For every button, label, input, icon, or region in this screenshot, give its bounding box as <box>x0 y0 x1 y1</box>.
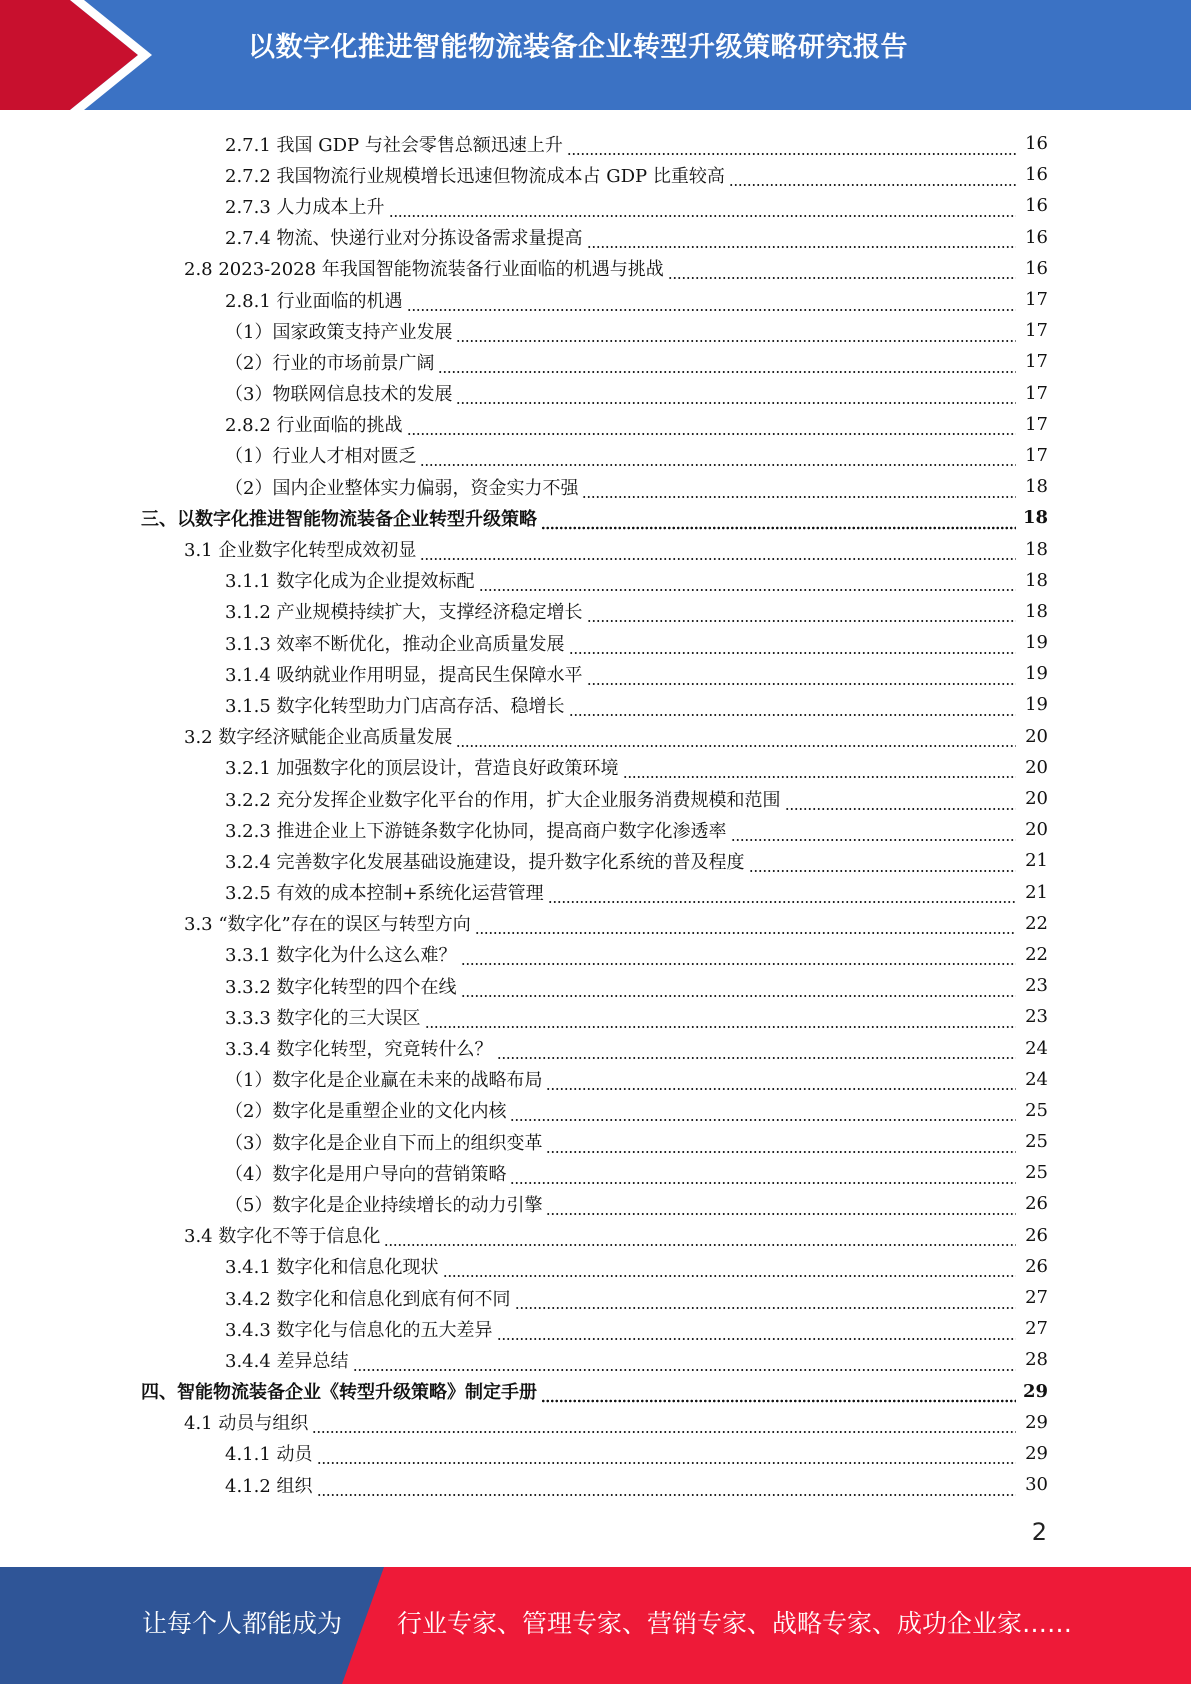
toc-entry-page: 27 <box>1025 1287 1048 1309</box>
toc-dot-leader <box>510 1167 1016 1185</box>
toc-entry-page: 27 <box>1025 1318 1048 1340</box>
toc-entry-page: 30 <box>1025 1474 1048 1496</box>
toc-entry[interactable] <box>0 284 1191 315</box>
toc-dot-leader <box>317 1447 1016 1465</box>
toc-entry-title: 3.3.1 数字化为什么这么难？ <box>225 941 461 967</box>
toc-entry[interactable] <box>0 1220 1191 1251</box>
toc-entry-title: 3.1.2 产业规模持续扩大，支撑经济稳定增长 <box>225 598 587 624</box>
toc-entry[interactable] <box>0 190 1191 221</box>
toc-entry-title: 四、智能物流装备企业《转型升级策略》制定手册 <box>141 1378 541 1404</box>
toc-entry-page: 16 <box>1025 195 1048 217</box>
toc-entry-page: 17 <box>1025 320 1048 342</box>
report-title: 以数字化推进智能物流装备企业转型升级策略研究报告 <box>248 32 908 63</box>
toc-entry-title: 4.1.2 组织 <box>225 1472 317 1498</box>
toc-entry-page: 18 <box>1025 569 1048 591</box>
toc-entry[interactable] <box>0 409 1191 440</box>
toc-entry-page: 29 <box>1025 1442 1048 1464</box>
toc-dot-leader <box>420 543 1016 561</box>
toc-dot-leader <box>569 699 1016 717</box>
toc-entry-page: 28 <box>1025 1349 1048 1371</box>
toc-entry-page: 18 <box>1025 600 1048 622</box>
toc-entry[interactable] <box>0 1282 1191 1313</box>
toc-entry[interactable] <box>0 253 1191 284</box>
toc-dot-leader <box>384 1229 1016 1247</box>
toc-dot-leader <box>456 387 1016 405</box>
toc-entry-title: 3.2 数字经济赋能企业高质量发展 <box>184 723 456 749</box>
toc-entry-page: 22 <box>1025 943 1048 965</box>
toc-dot-leader <box>353 1354 1016 1372</box>
toc-entry-title: （5）数字化是企业持续增长的动力引擎 <box>225 1191 546 1217</box>
toc-entry[interactable] <box>0 222 1191 253</box>
toc-dot-leader <box>587 231 1016 249</box>
toc-entry-page: 19 <box>1025 632 1048 654</box>
toc-entry-title: 三、以数字化推进智能物流装备企业转型升级策略 <box>141 505 541 531</box>
toc-entry-page: 24 <box>1025 1068 1048 1090</box>
toc-entry[interactable] <box>0 814 1191 845</box>
header-chevron-decoration <box>0 0 160 110</box>
toc-entry-page: 19 <box>1025 663 1048 685</box>
toc-entry-title: 4.1 动员与组织 <box>184 1409 312 1435</box>
toc-entry-title: （4）数字化是用户导向的营销策略 <box>225 1160 510 1186</box>
toc-entry-page: 17 <box>1025 413 1048 435</box>
toc-entry[interactable] <box>0 1376 1191 1407</box>
toc-entry-page: 25 <box>1025 1162 1048 1184</box>
toc-entry[interactable] <box>0 1313 1191 1344</box>
toc-dot-leader <box>389 200 1016 218</box>
toc-entry-title: （1）行业人才相对匮乏 <box>225 442 420 468</box>
toc-dot-leader <box>587 668 1016 686</box>
toc-entry-title: 3.1.5 数字化转型助力门店高存活、稳增长 <box>225 692 569 718</box>
toc-entry-title: 2.7.4 物流、快递行业对分拣设备需求量提高 <box>225 224 587 250</box>
toc-entry-title: 3.3.2 数字化转型的四个在线 <box>225 973 461 999</box>
toc-entry[interactable] <box>0 970 1191 1001</box>
toc-entry-page: 26 <box>1025 1193 1048 1215</box>
toc-entry[interactable] <box>0 440 1191 471</box>
toc-dot-leader <box>515 1292 1016 1310</box>
toc-entry-page: 24 <box>1025 1037 1048 1059</box>
toc-entry-title: 3.2.1 加强数字化的顶层设计，营造良好政策环境 <box>225 754 623 780</box>
toc-dot-leader <box>443 1260 1016 1278</box>
toc-entry-title: 2.7.2 我国物流行业规模增长迅速但物流成本占 GDP 比重较高 <box>225 162 729 188</box>
toc-entry-title: 3.1.4 吸纳就业作用明显，提高民生保障水平 <box>225 661 587 687</box>
toc-dot-leader <box>479 574 1016 592</box>
toc-entry[interactable] <box>0 877 1191 908</box>
toc-dot-leader <box>407 418 1016 436</box>
toc-entry-page: 16 <box>1025 226 1048 248</box>
toc-entry[interactable] <box>0 533 1191 564</box>
toc-entry-title: （1）国家政策支持产业发展 <box>225 318 456 344</box>
toc-dot-leader <box>407 294 1016 312</box>
toc-entry-title: （3）数字化是企业自下而上的组织变革 <box>225 1129 546 1155</box>
toc-entry-page: 29 <box>1022 1380 1048 1402</box>
toc-entry-page: 18 <box>1022 507 1048 529</box>
table-of-contents <box>0 128 1191 1500</box>
toc-entry-title: 2.8.1 行业面临的机遇 <box>225 287 407 313</box>
toc-dot-leader <box>785 793 1016 811</box>
toc-entry-title: 3.4 数字化不等于信息化 <box>184 1222 384 1248</box>
toc-entry-page: 17 <box>1025 289 1048 311</box>
toc-dot-leader <box>497 1042 1016 1060</box>
toc-entry[interactable] <box>0 1064 1191 1095</box>
toc-entry-title: 3.1 企业数字化转型成效初显 <box>184 536 420 562</box>
toc-entry-page: 20 <box>1025 788 1048 810</box>
toc-entry[interactable] <box>0 315 1191 346</box>
toc-dot-leader <box>546 1198 1016 1216</box>
toc-dot-leader <box>548 886 1016 904</box>
toc-entry-title: 3.3.3 数字化的三大误区 <box>225 1004 425 1030</box>
toc-entry[interactable] <box>0 1032 1191 1063</box>
footer-slogan-lead: 让每个人都能成为 <box>142 1609 343 1638</box>
toc-dot-leader <box>456 730 1016 748</box>
toc-entry-title: 3.2.2 充分发挥企业数字化平台的作用，扩大企业服务消费规模和范围 <box>225 786 785 812</box>
toc-entry[interactable] <box>0 1001 1191 1032</box>
toc-entry-page: 18 <box>1025 538 1048 560</box>
toc-entry-title: 3.2.3 推进企业上下游链条数字化协同，提高商户数字化渗透率 <box>225 817 731 843</box>
toc-entry-page: 22 <box>1025 912 1048 934</box>
toc-entry-page: 23 <box>1025 1006 1048 1028</box>
toc-entry-title: 4.1.1 动员 <box>225 1440 317 1466</box>
toc-entry[interactable] <box>0 721 1191 752</box>
toc-entry-title: 3.3 “数字化”存在的误区与转型方向 <box>184 910 475 936</box>
toc-entry[interactable] <box>0 908 1191 939</box>
toc-entry-title: 3.2.4 完善数字化发展基础设施建设，提升数字化系统的普及程度 <box>225 848 749 874</box>
toc-dot-leader <box>668 262 1016 280</box>
toc-entry-page: 21 <box>1025 850 1048 872</box>
toc-entry-page: 29 <box>1025 1411 1048 1433</box>
toc-entry[interactable] <box>0 1344 1191 1375</box>
toc-entry[interactable] <box>0 1438 1191 1469</box>
toc-dot-leader <box>497 1323 1016 1341</box>
toc-dot-leader <box>729 169 1016 187</box>
toc-dot-leader <box>420 449 1016 467</box>
footer-banner <box>0 1567 1191 1684</box>
toc-entry-title: 3.1.1 数字化成为企业提效标配 <box>225 567 479 593</box>
toc-dot-leader <box>569 637 1016 655</box>
toc-entry-page: 20 <box>1025 725 1048 747</box>
toc-dot-leader <box>461 980 1016 998</box>
toc-entry-page: 26 <box>1025 1255 1048 1277</box>
toc-entry-title: 2.8 2023-2028 年我国智能物流装备行业面临的机遇与挑战 <box>184 255 668 281</box>
toc-entry-page: 16 <box>1025 257 1048 279</box>
toc-entry[interactable] <box>0 596 1191 627</box>
toc-dot-leader <box>510 1104 1016 1122</box>
toc-entry[interactable] <box>0 1157 1191 1188</box>
toc-entry[interactable] <box>0 627 1191 658</box>
toc-dot-leader <box>475 917 1016 935</box>
page-number: 2 <box>1031 1518 1047 1546</box>
footer-slogan-roles: 行业专家、管理专家、营销专家、战略专家、成功企业家…… <box>397 1609 1073 1638</box>
toc-dot-leader <box>312 1416 1016 1434</box>
toc-entry[interactable] <box>0 565 1191 596</box>
toc-entry[interactable] <box>0 1095 1191 1126</box>
toc-entry[interactable] <box>0 689 1191 720</box>
toc-dot-leader <box>541 1385 1016 1403</box>
toc-entry-page: 16 <box>1025 164 1048 186</box>
toc-dot-leader <box>587 605 1016 623</box>
toc-entry-page: 19 <box>1025 694 1048 716</box>
toc-entry-page: 18 <box>1025 476 1048 498</box>
toc-entry-page: 20 <box>1025 819 1048 841</box>
toc-entry-page: 21 <box>1025 881 1048 903</box>
toc-entry[interactable] <box>0 1126 1191 1157</box>
toc-entry-title: （2）数字化是重塑企业的文化内核 <box>225 1097 510 1123</box>
header-banner <box>0 0 1191 110</box>
toc-dot-leader <box>546 1136 1016 1154</box>
toc-entry-title: （1）数字化是企业赢在未来的战略布局 <box>225 1066 546 1092</box>
toc-dot-leader <box>461 948 1016 966</box>
toc-entry[interactable] <box>0 752 1191 783</box>
toc-entry[interactable] <box>0 502 1191 533</box>
toc-entry-title: 3.4.2 数字化和信息化到底有何不同 <box>225 1285 515 1311</box>
toc-entry-title: 3.3.4 数字化转型，究竟转什么？ <box>225 1035 497 1061</box>
toc-entry-title: 3.4.4 差异总结 <box>225 1347 353 1373</box>
toc-dot-leader <box>731 824 1016 842</box>
toc-entry-page: 20 <box>1025 756 1048 778</box>
toc-entry-title: 2.7.1 我国 GDP 与社会零售总额迅速上升 <box>225 131 567 157</box>
toc-dot-leader <box>749 855 1016 873</box>
toc-entry-title: 3.2.5 有效的成本控制+系统化运营管理 <box>225 879 548 905</box>
toc-entry-title: （2）行业的市场前景广阔 <box>225 349 438 375</box>
toc-dot-leader <box>582 481 1016 499</box>
toc-dot-leader <box>456 325 1016 343</box>
toc-entry-title: 2.7.3 人力成本上升 <box>225 193 389 219</box>
toc-dot-leader <box>438 356 1016 374</box>
toc-dot-leader <box>541 512 1016 530</box>
toc-entry-page: 25 <box>1025 1099 1048 1121</box>
toc-entry[interactable] <box>0 1407 1191 1438</box>
toc-entry-page: 17 <box>1025 444 1048 466</box>
toc-entry-page: 16 <box>1025 133 1048 155</box>
toc-entry-title: 2.8.2 行业面临的挑战 <box>225 411 407 437</box>
toc-entry[interactable] <box>0 128 1191 159</box>
toc-dot-leader <box>546 1073 1016 1091</box>
toc-entry-page: 17 <box>1025 382 1048 404</box>
toc-entry[interactable] <box>0 1188 1191 1219</box>
toc-entry-title: （3）物联网信息技术的发展 <box>225 380 456 406</box>
toc-entry-page: 26 <box>1025 1224 1048 1246</box>
toc-dot-leader <box>567 138 1016 156</box>
toc-dot-leader <box>425 1011 1016 1029</box>
toc-entry[interactable] <box>0 471 1191 502</box>
toc-entry-page: 17 <box>1025 351 1048 373</box>
toc-entry-title: 3.4.3 数字化与信息化的五大差异 <box>225 1316 497 1342</box>
toc-entry[interactable] <box>0 783 1191 814</box>
toc-dot-leader <box>623 761 1016 779</box>
toc-entry[interactable] <box>0 346 1191 377</box>
toc-entry[interactable] <box>0 159 1191 190</box>
toc-entry[interactable] <box>0 1251 1191 1282</box>
toc-entry[interactable] <box>0 1469 1191 1500</box>
toc-entry-page: 23 <box>1025 975 1048 997</box>
toc-entry-page: 25 <box>1025 1131 1048 1153</box>
toc-entry[interactable] <box>0 378 1191 409</box>
toc-entry[interactable] <box>0 939 1191 970</box>
toc-entry[interactable] <box>0 658 1191 689</box>
toc-dot-leader <box>317 1479 1016 1497</box>
toc-entry-title: （2）国内企业整体实力偏弱，资金实力不强 <box>225 474 582 500</box>
toc-entry-title: 3.4.1 数字化和信息化现状 <box>225 1253 443 1279</box>
toc-entry[interactable] <box>0 845 1191 876</box>
toc-entry-title: 3.1.3 效率不断优化，推动企业高质量发展 <box>225 630 569 656</box>
